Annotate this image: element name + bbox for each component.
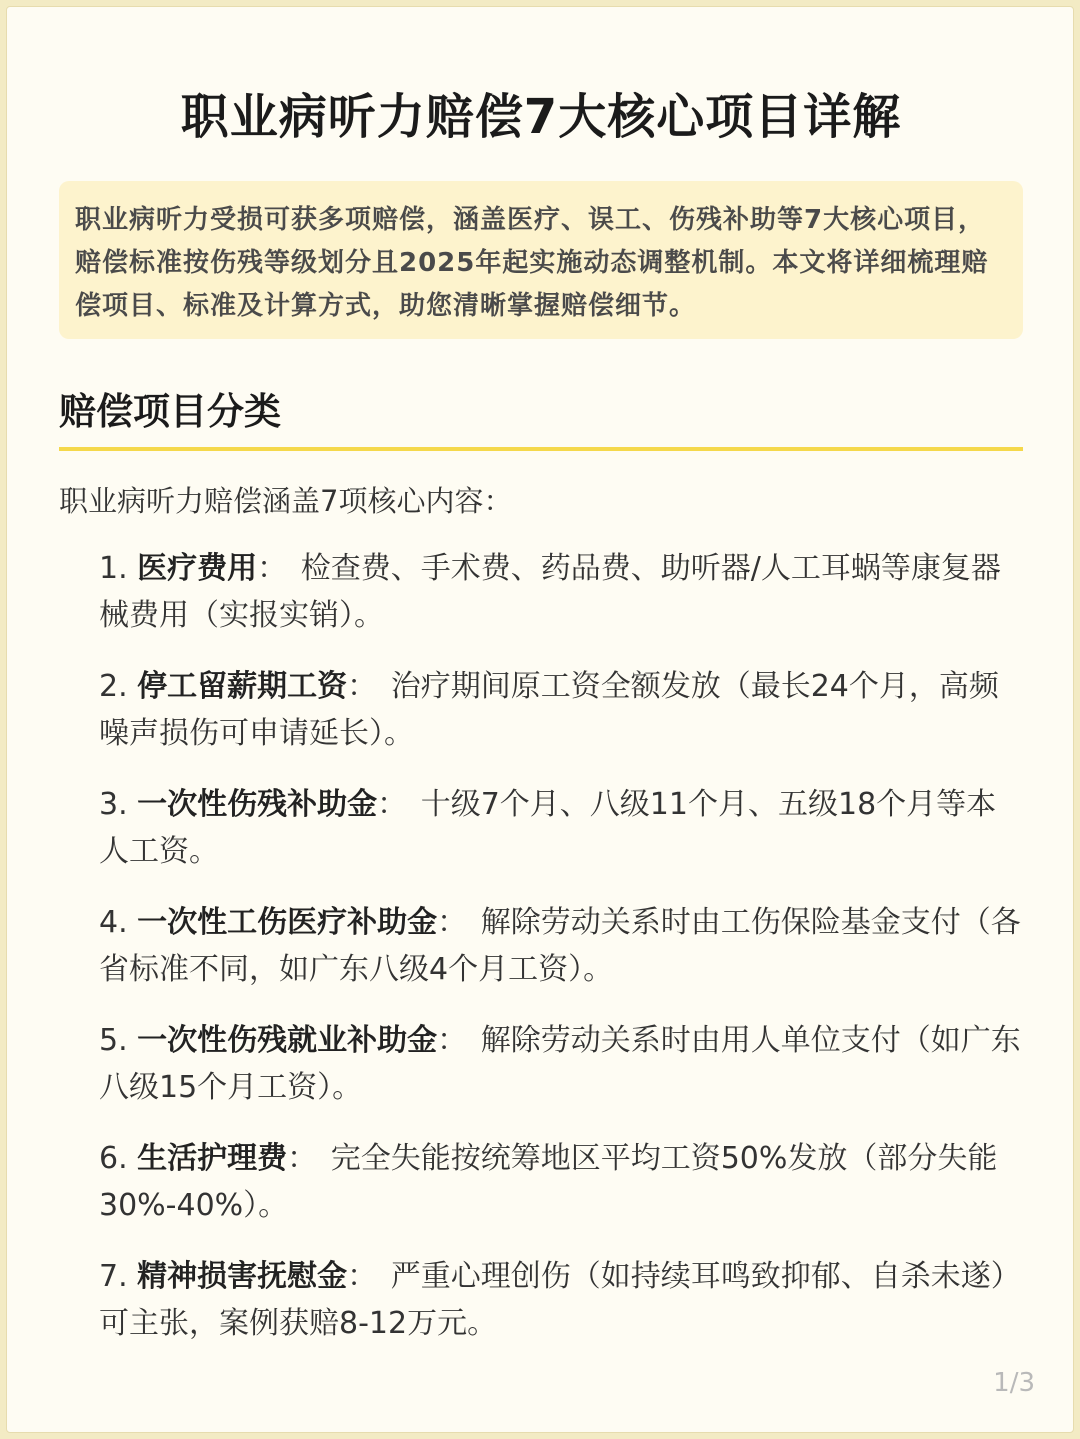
- list-item: [99, 1135, 1023, 1229]
- item-term: 一次性工伤医疗补助金: [137, 905, 438, 940]
- item-colon: ：: [377, 787, 408, 822]
- item-colon: ：: [287, 1141, 318, 1176]
- item-colon: ：: [257, 551, 288, 586]
- item-colon: ：: [347, 669, 378, 704]
- item-description: 检查费、手术费、药品费、助听器/人工耳蜗等康复器械费用（实报实销）。: [99, 551, 1001, 633]
- item-description: 完全失能按统筹地区平均工资50%发放（部分失能30%-40%）。: [99, 1141, 998, 1223]
- item-description: 严重心理创伤（如持续耳鸣致抑郁、自杀未遂）可主张，案例获赔8-12万元。: [99, 1259, 1021, 1341]
- item-colon: ：: [437, 905, 468, 940]
- item-term: 医疗费用: [137, 551, 258, 586]
- section-divider: [59, 447, 1023, 451]
- item-number: 7.: [99, 1259, 128, 1294]
- item-term: 精神损害抚慰金: [137, 1259, 348, 1294]
- item-description: 十级7个月、八级11个月、五级18个月等本人工资。: [99, 787, 997, 869]
- item-term: 停工留薪期工资: [137, 669, 348, 704]
- section-title: 赔偿项目分类: [59, 390, 281, 433]
- item-description: 治疗期间原工资全额发放（最长24个月，高频噪声损伤可申请延长）。: [99, 669, 999, 751]
- lead-text: 职业病听力赔偿涵盖7项核心内容：: [59, 484, 513, 518]
- item-number: 6.: [99, 1141, 128, 1176]
- list-item: [99, 663, 1023, 757]
- intro-box: 职业病听力受损可获多项赔偿，涵盖医疗、误工、伤残补助等7大核心项目，赔偿标准按伤残等级划分且2025年起实施动态调整机制。本文将详细梳理赔偿项目、标准及计算方式，助您清晰掌握赔偿细节。: [59, 181, 1023, 339]
- page-number: 1/3: [993, 1368, 1035, 1398]
- item-number: 3.: [99, 787, 128, 822]
- item-description: 解除劳动关系时由工伤保险基金支付（各省标准不同，如广东八级4个月工资）。: [99, 905, 1021, 987]
- list-item: [99, 899, 1023, 993]
- compensation-list: [99, 545, 1023, 1371]
- list-item: [99, 1253, 1023, 1347]
- item-term: 生活护理费: [137, 1141, 288, 1176]
- item-number: 5.: [99, 1023, 128, 1058]
- item-description: 解除劳动关系时由用人单位支付（如广东八级15个月工资）。: [99, 1023, 1021, 1105]
- page-title: 职业病听力赔偿7大核心项目详解: [180, 89, 902, 145]
- list-item: [99, 781, 1023, 875]
- item-colon: ：: [437, 1023, 468, 1058]
- list-item: [99, 545, 1023, 639]
- item-number: 4.: [99, 905, 128, 940]
- item-colon: ：: [347, 1259, 378, 1294]
- item-number: 1.: [99, 551, 128, 586]
- list-item: [99, 1017, 1023, 1111]
- item-number: 2.: [99, 669, 128, 704]
- item-term: 一次性伤残补助金: [137, 787, 378, 822]
- article-page: [6, 6, 1074, 1433]
- item-term: 一次性伤残就业补助金: [137, 1023, 438, 1058]
